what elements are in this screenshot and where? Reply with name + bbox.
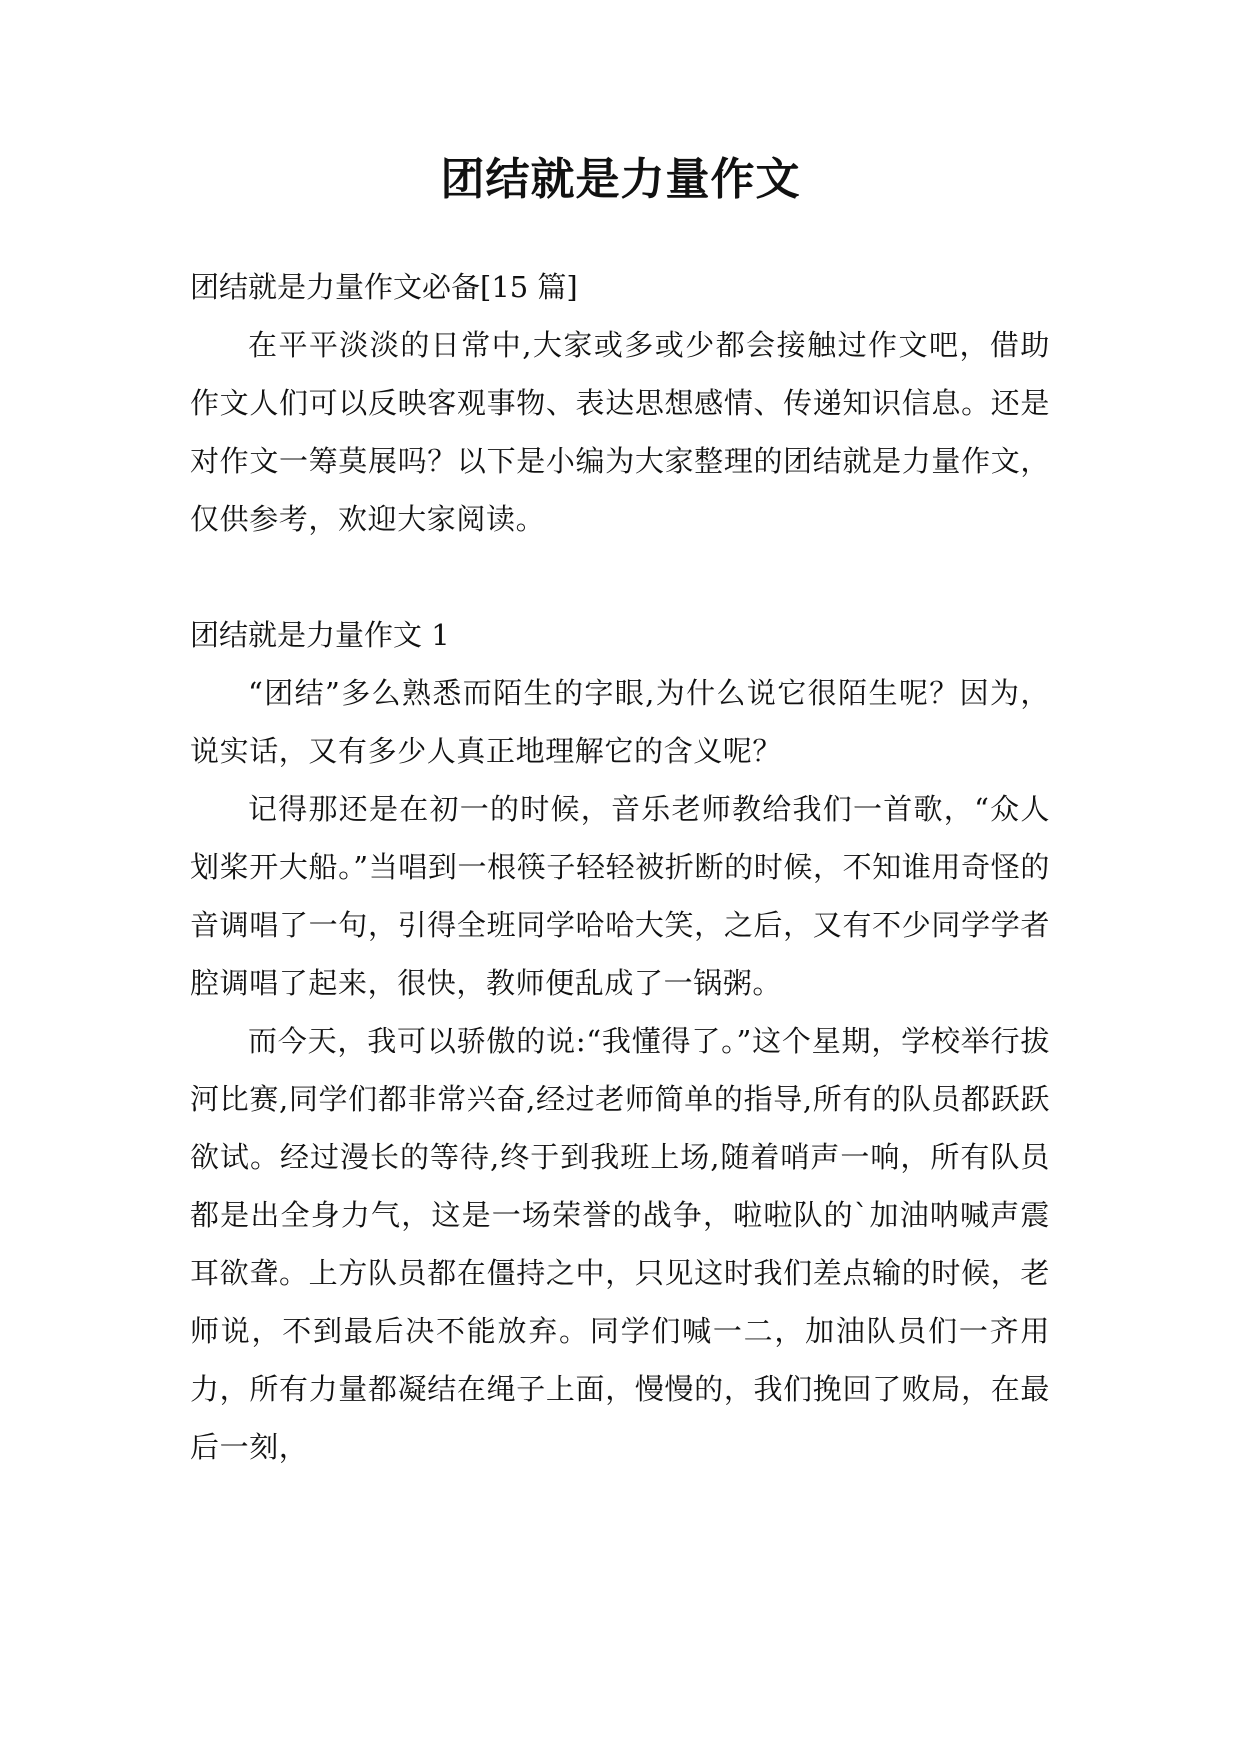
essay-paragraph: “团结”多么熟悉而陌生的字眼,为什么说它很陌生呢？因为，说实话，又有多少人真正地理解它的含义呢？ xyxy=(190,676,1050,768)
document-body xyxy=(190,258,1050,1476)
section-spacer xyxy=(190,548,1050,606)
intro-paragraph: 在平平淡淡的日常中,大家或多或少都会接触过作文吧，借助作文人们可以反映客观事物、表达思想感情、传递知识信息。还是对作文一筹莫展吗？以下是小编为大家整理的团结就是力量作文，仅供参考，欢迎大家阅读。 xyxy=(190,328,1050,536)
essay-heading: 团结就是力量作文 1 xyxy=(190,618,450,652)
document-title: 团结就是力量作文 xyxy=(440,154,801,205)
essay-paragraph: 记得那还是在初一的时候，音乐老师教给我们一首歌，“众人划桨开大船。”当唱到一根筷子轻轻被折断的时候，不知谁用奇怪的音调唱了一句，引得全班同学哈哈大笑，之后，又有不少同学学者腔调唱了起来，很快，教师便乱成了一锅粥。 xyxy=(190,792,1050,1000)
collection-heading: 团结就是力量作文必备[15 篇] xyxy=(190,270,578,304)
essay-paragraph: 而今天，我可以骄傲的说:“我懂得了。”这个星期，学校举行拔河比赛,同学们都非常兴奋,经过老师简单的指导,所有的队员都跃跃欲试。经过漫长的等待,终于到我班上场,随着哨声一响，所有队员都是出全身力气，这是一场荣誉的战争，啦啦队的`加油呐喊声震耳欲聋。上方队员都在僵持之中，只见这时我们差点输的时候，老师说，不到最后决不能放弃。同学们喊一二，加油队员们一齐用力，所有力量都凝结在绳子上面，慢慢的，我们挽回了败局，在最后一刻， xyxy=(190,1024,1050,1464)
